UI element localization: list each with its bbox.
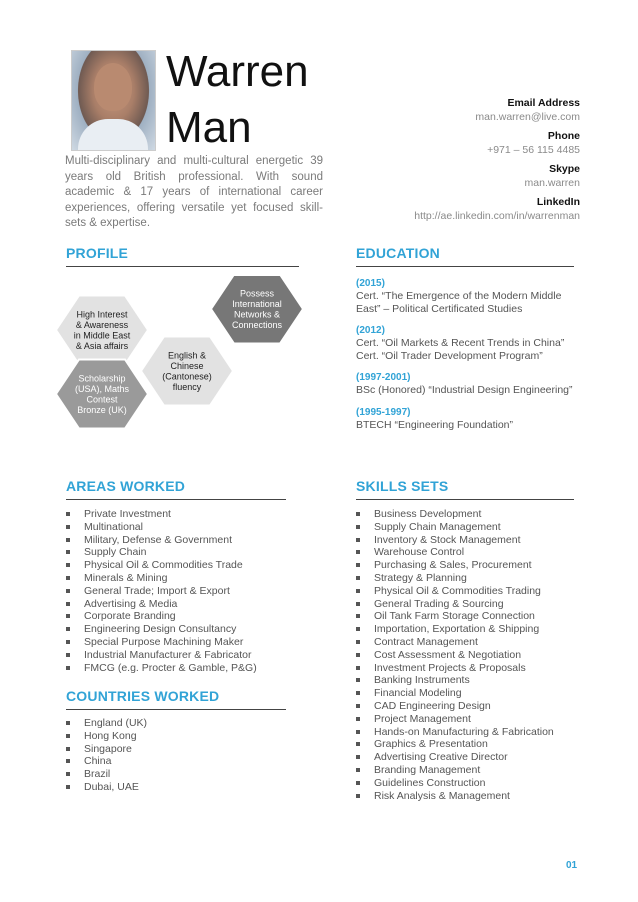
skills-list	[354, 508, 594, 802]
hexagon-text-line: (Cantonese)	[162, 371, 212, 382]
contact-block	[414, 96, 580, 223]
list-item: England (UK)	[64, 717, 304, 730]
education-year: (2012)	[356, 325, 385, 336]
list-item: Military, Defense & Government	[64, 534, 304, 547]
list-item: Banking Instruments	[354, 674, 594, 687]
last-name: Man	[166, 103, 252, 152]
hexagon-text-line: in Middle East	[73, 330, 131, 341]
list-item: Financial Modeling	[354, 687, 594, 700]
hexagon-text-line: Contest	[86, 394, 118, 405]
areas-worked-list	[64, 508, 304, 674]
list-item: Corporate Branding	[64, 610, 304, 623]
education-list	[356, 278, 586, 431]
education-year: (1995-1997)	[356, 406, 411, 418]
svg-text:High Interest& Awarenessin Mid	[74, 309, 131, 351]
hexagon-text-line: English &	[167, 350, 207, 361]
hexagon-text-line: & Asia affairs	[75, 340, 129, 351]
list-item: Risk Analysis & Management	[354, 790, 594, 803]
list-item: Supply Chain	[64, 546, 304, 559]
education-line: BSc (Honored) “Industrial Design Engineering”	[356, 384, 573, 396]
hexagon-text-line: fluency	[172, 381, 202, 392]
photo-shirt	[78, 119, 148, 150]
list-item: Business Development	[354, 508, 594, 521]
list-item: Advertising & Media	[64, 598, 304, 611]
skills-title: SKILLS SETS	[356, 478, 449, 494]
education-line: Cert. “The Emergence of the Modern Middle	[356, 290, 562, 302]
page-number: 01	[566, 860, 578, 871]
hexagon-languages	[141, 337, 233, 406]
list-item: Inventory & Stock Management	[354, 534, 594, 547]
contact-linkedin-value[interactable]: http://ae.linkedin.com/in/warrenman	[414, 210, 580, 222]
contact-skype-label: Skype	[549, 163, 580, 175]
hexagon-scholarship	[56, 360, 148, 429]
countries-worked-list	[64, 717, 304, 794]
list-item: Cost Assessment & Negotiation	[354, 649, 594, 662]
list-item: Minerals & Mining	[64, 572, 304, 585]
list-item: Branding Management	[354, 764, 594, 777]
skills-rule	[356, 499, 574, 500]
contact-email-label: Email Address	[507, 97, 580, 109]
hexagon-text-line: Connections	[231, 319, 283, 330]
education-year: (1997-2001)	[356, 372, 411, 383]
list-item: Importation, Exportation & Shipping	[354, 623, 594, 636]
list-item: Advertising Creative Director	[354, 751, 594, 764]
list-item: Project Management	[354, 713, 594, 726]
list-item: Oil Tank Farm Storage Connection	[354, 610, 594, 623]
list-item: Contract Management	[354, 636, 594, 649]
hexagon-text-line: Scholarship	[78, 373, 126, 384]
list-item: Special Purpose Machining Maker	[64, 636, 304, 649]
list-item: Strategy & Planning	[354, 572, 594, 585]
first-name: Warren	[166, 47, 309, 96]
contact-email-value[interactable]: man.warren@live.com	[475, 111, 580, 123]
profile-title: PROFILE	[66, 245, 129, 261]
list-item: Physical Oil & Commodities Trading	[354, 585, 594, 598]
education-line: BTECH “Engineering Foundation”	[356, 418, 513, 431]
list-item: Physical Oil & Commodities Trade	[64, 559, 304, 572]
education-title: EDUCATION	[356, 245, 440, 261]
list-item: Investment Projects & Proposals	[354, 662, 594, 675]
hexagon-text-line: Networks &	[233, 309, 281, 320]
education-line: Cert. “Oil Trader Development Program”	[356, 349, 543, 362]
education-rule	[356, 266, 574, 267]
hexagon-text-line: & Awareness	[75, 319, 129, 330]
list-item: General Trading & Sourcing	[354, 598, 594, 611]
list-item: Industrial Manufacturer & Fabricator	[64, 649, 304, 662]
photo-head	[94, 63, 132, 111]
list-item: Supply Chain Management	[354, 521, 594, 534]
areas-worked-title: AREAS WORKED	[66, 478, 186, 494]
education-line: Cert. “Oil Markets & Recent Trends in China”	[356, 337, 565, 349]
profile-rule	[66, 266, 299, 267]
list-item: Warehouse Control	[354, 546, 594, 559]
list-item: Dubai, UAE	[64, 781, 304, 794]
intro-text: Multi-disciplinary and multi-cultural energetic 39 years old British professional. With sound academic & 17 years of international career experiences, offering versatile yet focused skill-sets & expertise.	[65, 155, 323, 230]
hexagon-text-line: (USA), Maths	[74, 383, 130, 394]
hexagon-text-line: Possess	[239, 288, 275, 299]
list-item: Brazil	[64, 768, 304, 781]
hexagon-text-line: Bronze (UK)	[77, 404, 127, 415]
countries-worked-rule	[66, 709, 286, 710]
education-line: East” – Political Certificated Studies	[356, 302, 523, 315]
contact-linkedin-label: LinkedIn	[536, 196, 580, 208]
education-year: (2015)	[356, 278, 385, 289]
hexagon-text-line: Chinese	[170, 360, 204, 371]
list-item: General Trade; Import & Export	[64, 585, 304, 598]
list-item: Engineering Design Consultancy	[64, 623, 304, 636]
list-item: CAD Engineering Design	[354, 700, 594, 713]
list-item: China	[64, 755, 304, 768]
list-item: Graphics & Presentation	[354, 738, 594, 751]
list-item: Hong Kong	[64, 730, 304, 743]
hexagon-text-line: International	[232, 298, 282, 309]
hexagon-middle-east	[56, 296, 148, 365]
contact-phone-label: Phone	[547, 130, 580, 142]
list-item: Multinational	[64, 521, 304, 534]
list-item: Hands-on Manufacturing & Fabrication	[354, 726, 594, 739]
areas-worked-rule	[66, 499, 286, 500]
hexagon-text-line: High Interest	[76, 309, 128, 320]
list-item: Private Investment	[64, 508, 304, 521]
countries-worked-title: COUNTRIES WORKED	[66, 688, 220, 704]
contact-skype-value: man.warren	[524, 177, 580, 189]
contact-phone-value: +971 – 56 115 4485	[487, 144, 580, 156]
profile-photo	[71, 50, 156, 151]
list-item: Guidelines Construction	[354, 777, 594, 790]
list-item: Singapore	[64, 743, 304, 756]
list-item: Purchasing & Sales, Procurement	[354, 559, 594, 572]
list-item: FMCG (e.g. Procter & Gamble, P&G)	[64, 662, 304, 675]
profile-hexagons	[54, 276, 314, 466]
hexagon-networks	[211, 276, 303, 344]
